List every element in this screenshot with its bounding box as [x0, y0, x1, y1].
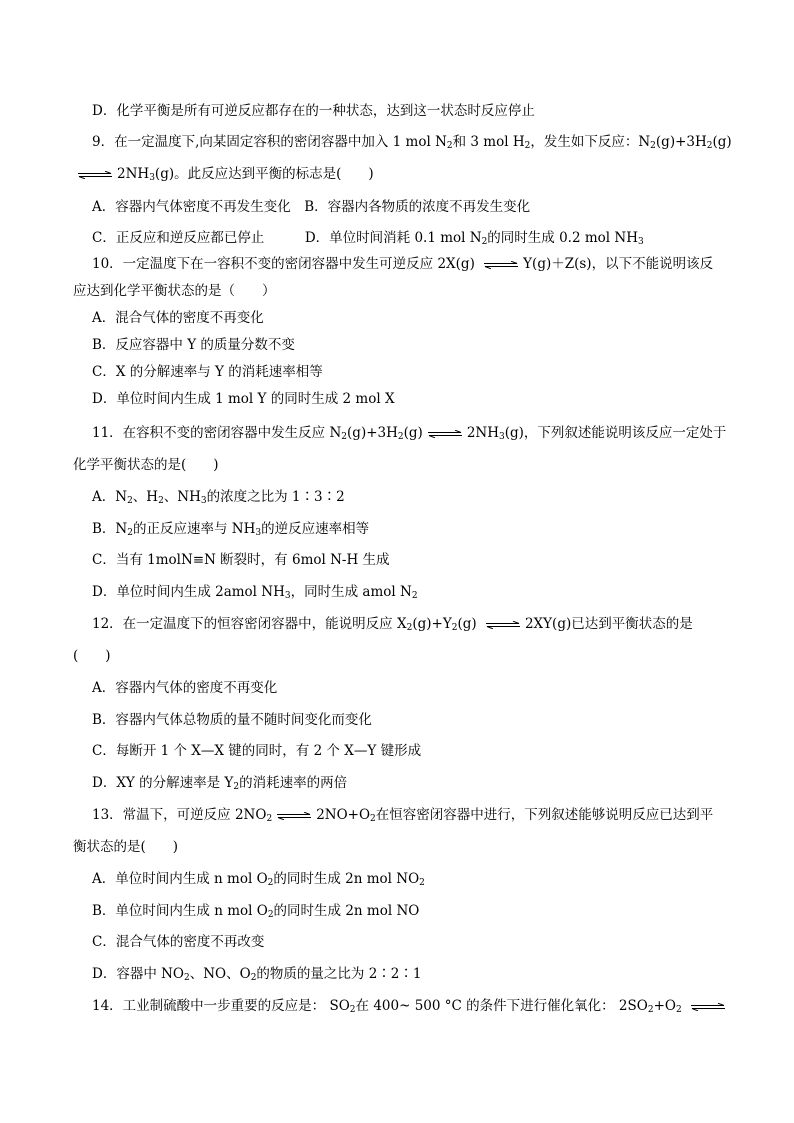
text-run: A．N: [92, 489, 128, 505]
text-run: +O: [653, 998, 676, 1014]
q14-stem-line-1: [92, 997, 730, 1015]
subscript: 2: [267, 910, 274, 920]
q8-option-d: [92, 102, 535, 120]
text-run: (g)+3H: [655, 134, 707, 150]
q13-option-c: [92, 933, 264, 951]
text-run: 10．一定温度下在一容积不变的密闭容器中发生可逆反应 2X(g): [92, 256, 480, 272]
subscript: 2: [706, 141, 713, 151]
subscript: 2: [127, 528, 133, 538]
text-run: 2NH: [466, 425, 499, 441]
text-run: (g): [403, 425, 423, 441]
text-run: 2NO+O: [316, 807, 371, 823]
q12-option-d: [92, 774, 347, 792]
text-run: B．容器内气体总物质的量不随时间变化而变化: [92, 712, 372, 728]
text-run: 11．在容积不变的密闭容器中发生反应 N: [92, 425, 342, 441]
text-run: D．单位时间内生成 1 mol Y 的同时生成 2 mol X: [92, 391, 395, 407]
q11-stem-line-2: [73, 456, 219, 474]
subscript: 3: [284, 591, 291, 601]
q13-stem-line-2: [73, 838, 178, 856]
subscript: 2: [647, 1005, 654, 1015]
q10-stem-line-2: [73, 282, 276, 300]
text-run: 、NO、O: [189, 966, 251, 982]
text-run: 、NH: [163, 489, 201, 505]
text-run: (g)+Y: [412, 616, 452, 632]
text-run: D．XY 的分解速率是 Y: [92, 775, 234, 791]
subscript: 2: [419, 878, 425, 888]
q13-option-b: [92, 902, 419, 920]
text-run: B．反应容器中 Y 的质量分数不变: [92, 337, 295, 353]
equilibrium-arrow-icon: [427, 430, 463, 438]
text-run: 2XY(g)已达到平衡状态的是: [524, 616, 693, 632]
q10-option-b: [92, 336, 295, 354]
q11-option-c: [92, 551, 390, 569]
text-run: 衡状态的是( ): [73, 839, 179, 855]
q11-option-d: [92, 583, 418, 601]
text-run: (g): [457, 616, 481, 632]
text-run: A．单位时间内生成 n mol O: [92, 871, 268, 887]
text-run: C．正反应和逆反应都已停止 D．单位时间消耗 0.1 mol N: [92, 230, 482, 246]
q12-stem-line-1: [92, 615, 693, 633]
subscript: 3: [200, 496, 207, 506]
text-run: 12．在一定温度下的恒容密闭容器中，能说明反应 X: [92, 616, 407, 632]
subscript: 2: [127, 496, 133, 506]
q11-option-b: [92, 520, 369, 538]
text-run: ，发生如下反应：N: [530, 134, 651, 150]
text-run: D．容器中 NO: [92, 966, 184, 982]
equilibrium-arrow-icon: [483, 261, 519, 269]
text-run: D．化学平衡是所有可逆反应都存在的一种状态，达到这一状态时反应停止: [92, 103, 535, 119]
text-run: 的消耗速率的两倍: [239, 775, 348, 791]
text-run: ( ): [73, 648, 111, 664]
text-run: 和 3 mol H: [452, 134, 525, 150]
subscript: 2: [267, 878, 274, 888]
subscript: 2: [397, 432, 404, 442]
q13-stem-line-1: [92, 806, 713, 824]
subscript: 2: [370, 814, 376, 824]
q12-option-a: [92, 679, 277, 697]
text-run: Y(g)＋Z(s)，以下不能说明该反: [523, 256, 714, 272]
equilibrium-arrow-icon: [77, 171, 113, 179]
text-run: C．每断开 1 个 X—X 键的同时，有 2 个 X—Y 键形成: [92, 743, 422, 759]
subscript: 3: [499, 432, 505, 442]
text-run: 在 400~ 500 °C 的条件下进行催化氧化： 2SO: [355, 998, 648, 1014]
equilibrium-arrow-icon: [690, 1003, 726, 1011]
q10-option-d: [92, 390, 395, 408]
q11-option-a: [92, 488, 345, 506]
q10-option-c: [92, 363, 323, 381]
text-run: (g): [712, 134, 732, 150]
text-run: A．容器内气体密度不再发生变化 B．容器内各物质的浓度不再发生变化: [92, 199, 531, 215]
subscript: 2: [406, 623, 413, 633]
subscript: 2: [266, 814, 273, 824]
text-run: 9．在一定温度下,向某固定容积的密闭容器中加入 1 mol N: [92, 134, 447, 150]
subscript: 3: [149, 173, 155, 183]
q12-stem-line-2: [73, 647, 111, 665]
text-run: 的浓度之比为 1∶3∶2: [206, 489, 345, 505]
text-run: 13．常温下，可逆反应 2NO: [92, 807, 267, 823]
text-run: (g)，下列叙述能说明该反应一定处于: [504, 425, 727, 441]
text-run: A．容器内气体的密度不再变化: [92, 680, 278, 696]
text-run: 的物质的量之比为 2∶2∶1: [256, 966, 422, 982]
q13-option-d: [92, 965, 421, 983]
q9-stem-line-2: [73, 165, 374, 183]
subscript: 2: [411, 591, 418, 601]
text-run: [682, 998, 686, 1014]
text-run: (g)。此反应达到平衡的标志是( ): [154, 166, 374, 182]
text-run: B．N: [92, 521, 128, 537]
q12-option-c: [92, 742, 421, 760]
subscript: 2: [158, 496, 164, 506]
text-run: A．混合气体的密度不再变化: [92, 310, 264, 326]
q9-options-ab: [92, 198, 530, 216]
q12-option-b: [92, 711, 372, 729]
subscript: 2: [650, 141, 656, 151]
text-run: C．混合气体的密度不再改变: [92, 934, 265, 950]
q11-stem-line-1: [92, 424, 726, 442]
subscript: 2: [451, 623, 458, 633]
subscript: 2: [250, 973, 257, 983]
q10-option-a: [92, 309, 264, 327]
subscript: 2: [349, 1005, 356, 1015]
subscript: 2: [675, 1005, 682, 1015]
text-run: C．X 的分解速率与 Y 的消耗速率相等: [92, 364, 323, 380]
q13-option-a: [92, 870, 425, 888]
subscript: 2: [233, 782, 240, 792]
subscript: 2: [341, 432, 348, 442]
equilibrium-arrow-icon: [485, 621, 521, 629]
subscript: 3: [255, 528, 262, 538]
text-run: 的逆反应速率相等: [261, 521, 370, 537]
subscript: 2: [184, 973, 190, 983]
text-run: (g)+3H: [347, 425, 398, 441]
text-run: 化学平衡状态的是( ): [73, 457, 219, 473]
text-run: B．单位时间内生成 n mol O: [92, 903, 268, 919]
text-run: C．当有 1molN≡N 断裂时，有 6mol N-H 生成: [92, 552, 390, 568]
subscript: 3: [637, 237, 644, 247]
text-run: ，同时生成 amol N: [290, 584, 412, 600]
text-run: 在恒容密闭容器中进行，下列叙述能够说明反应已达到平: [375, 807, 714, 823]
text-run: 的同时生成 2n mol NO: [273, 871, 420, 887]
q10-stem-line-1: [92, 255, 713, 273]
equilibrium-arrow-icon: [276, 812, 312, 820]
q9-options-cd: [92, 229, 644, 247]
text-run: 的同时生成 0.2 mol NH: [487, 230, 638, 246]
text-run: 的同时生成 2n mol NO: [273, 903, 420, 919]
text-run: 14．工业制硫酸中一步重要的反应是： SO: [92, 998, 350, 1014]
subscript: 2: [446, 141, 453, 151]
q9-stem-line-1: [92, 133, 732, 151]
subscript: 2: [524, 141, 531, 151]
text-run: 、H: [132, 489, 159, 505]
text-run: 的正反应速率与 NH: [132, 521, 256, 537]
text-run: D．单位时间内生成 2amol NH: [92, 584, 285, 600]
subscript: 2: [481, 237, 488, 247]
text-run: 2NH: [117, 166, 150, 182]
text-run: 应达到化学平衡状态的是（ ）: [73, 283, 276, 299]
